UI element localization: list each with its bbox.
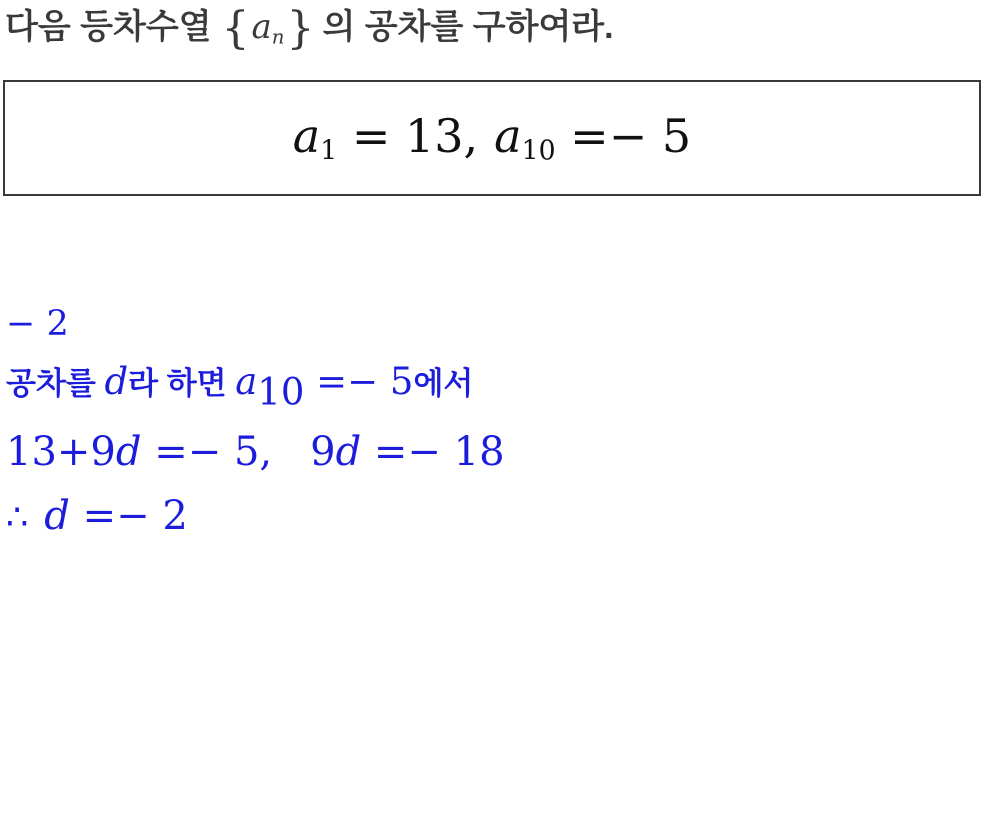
given-eq2-variable: a <box>494 109 522 164</box>
solution-step-2 <box>6 428 505 476</box>
solution-conclusion <box>6 492 188 542</box>
step1-korean-3: 에서 <box>413 366 474 401</box>
step2-eq1-variable: d <box>115 429 142 475</box>
step2-eq1-lhs: 13+9 <box>6 429 116 475</box>
sequence-brace-open: { <box>221 3 250 54</box>
problem-text-prefix: 다음 등차수열 <box>5 8 212 46</box>
solution-answer: − 2 <box>6 304 69 344</box>
given-eq2-subscript: 10 <box>521 135 556 167</box>
given-eq2-value: 5 <box>661 109 692 164</box>
given-eq1-subscript: 1 <box>320 135 338 167</box>
step2-eq1-relation: =− <box>141 429 234 475</box>
given-eq1-variable: a <box>292 109 321 164</box>
given-eq1-relation: = <box>337 109 406 164</box>
step2-eq2-lhs: 9 <box>310 429 336 475</box>
step1-subscript: 10 <box>257 370 305 414</box>
sequence-subscript: n <box>271 25 285 49</box>
therefore-symbol: ∴ <box>6 498 29 538</box>
step2-eq1-value: 5, <box>233 429 273 475</box>
step1-variable-a: a <box>235 360 258 403</box>
sequence-variable: a <box>251 7 272 47</box>
step2-eq2-relation: =− <box>361 429 454 475</box>
conclusion-value: 2 <box>162 493 188 539</box>
step1-variable-d: d <box>104 360 129 403</box>
conclusion-variable: d <box>44 493 70 539</box>
step2-eq2-variable: d <box>335 429 362 475</box>
step1-value: 5 <box>389 360 414 403</box>
conclusion-relation: =− <box>69 493 163 539</box>
step1-korean-1: 공차를 <box>6 366 105 401</box>
step1-korean-2: 라 하면 <box>128 366 236 401</box>
problem-text-suffix: 의 공차를 구하여라. <box>322 8 614 46</box>
step1-relation: =− <box>304 360 390 403</box>
problem-statement <box>5 2 614 63</box>
sequence-brace-close: } <box>286 3 315 54</box>
given-conditions-box <box>3 80 981 196</box>
given-equation <box>293 109 691 166</box>
step2-eq2-value: 18 <box>453 429 505 475</box>
given-eq2-relation: =− <box>555 109 662 164</box>
solution-step-1 <box>6 358 473 416</box>
given-eq1-value: 13, <box>405 109 479 164</box>
